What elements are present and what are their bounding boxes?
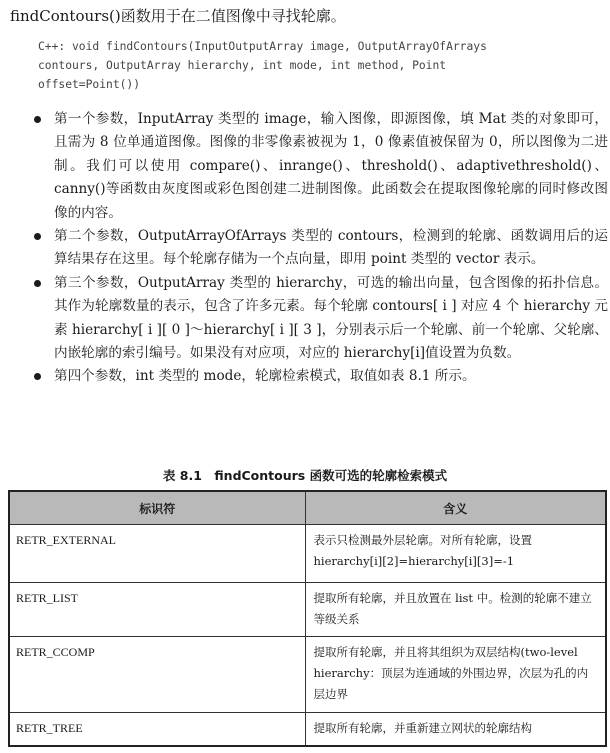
table-caption: 表 8.1 findContours 函数可选的轮廓检索模式: [162, 468, 448, 483]
bullet-icon: [34, 280, 41, 287]
bullet-icon: [34, 373, 41, 380]
mode-description: 表示只检测最外层轮廓。对所有轮廓，设置 hierarchy[i][2]=hierarchy[i][3]=-1: [305, 525, 606, 583]
parameter-text: 第二个参数，OutputArrayOfArrays 类型的 contours，检测到的轮廓、函数调用后的运算结果存在这里。每个轮廓存储为一个点向量，即用 point 类型的 vector 表示。: [54, 228, 608, 268]
mode-description: 提取所有轮廓，并且放置在 list 中。检测的轮廓不建立等级关系: [305, 583, 606, 637]
bullet-icon: [34, 233, 41, 240]
parameter-text: 第四个参数，int 类型的 mode，轮廓检索模式，取值如表 8.1 所示。: [54, 368, 476, 385]
parameter-item: [30, 272, 608, 366]
table-row: [9, 525, 606, 583]
mode-name: RETR_TREE: [9, 713, 305, 747]
table-header-row: [9, 491, 606, 525]
header-identifier: 标识符: [9, 491, 305, 525]
parameter-item: [30, 225, 608, 272]
retrieval-mode-table: [8, 490, 607, 747]
mode-name: RETR_CCOMP: [9, 637, 305, 713]
mode-description: 提取所有轮廓，并重新建立网状的轮廓结构: [305, 713, 606, 747]
table-row: [9, 637, 606, 713]
table-row: [9, 583, 606, 637]
parameter-text: 第一个参数，InputArray 类型的 image，输入图像，即源图像，填 Mat 类的对象即可，且需为 8 位单通道图像。图像的非零像素被视为 1，0 像素值被保留为 0，所以图像为二进制。我们可以使用 compare()、inrange()、threshold()、adaptivethreshold()、canny()等函数由灰度图或彩色图创建二进制图像。此函数会在提取图像轮廓的同时修改图像的内容。: [54, 111, 608, 221]
parameter-item: [30, 108, 608, 225]
mode-name: RETR_LIST: [9, 583, 305, 637]
code-signature: C++: void findContours(InputOutputArray image, OutputArrayOfArrays contours, OutputArray hierarchy, int mode, int method, Point offset=Point()): [38, 40, 487, 91]
mode-name: RETR_EXTERNAL: [9, 525, 305, 583]
parameter-text: 第三个参数，OutputArray 类型的 hierarchy，可选的输出向量，包含图像的拓扑信息。其作为轮廓数量的表示，包含了许多元素。每个轮廓 contours[ i ] 对应 4 个 hierarchy 元素 hierarchy[ i ][ 0 ]～hierarchy[ i ][ 3 ]，分别表示后一个轮廓、前一个轮廓、父轮廓、内嵌轮廓的索引编号。如果没有对应项，对应的 hierarchy[i]值设置为负数。: [54, 274, 608, 362]
header-meaning: 含义: [305, 491, 606, 525]
intro-paragraph: findContours()函数用于在二值图像中寻找轮廓。: [10, 7, 346, 25]
mode-description: 提取所有轮廓，并且将其组织为双层结构(two-level hierarchy：顶层为连通域的外围边界，次层为孔的内层边界: [305, 637, 606, 713]
bullet-icon: [34, 116, 41, 123]
parameter-item: [30, 365, 608, 388]
table-row: [9, 713, 606, 747]
parameter-list: [30, 108, 608, 389]
